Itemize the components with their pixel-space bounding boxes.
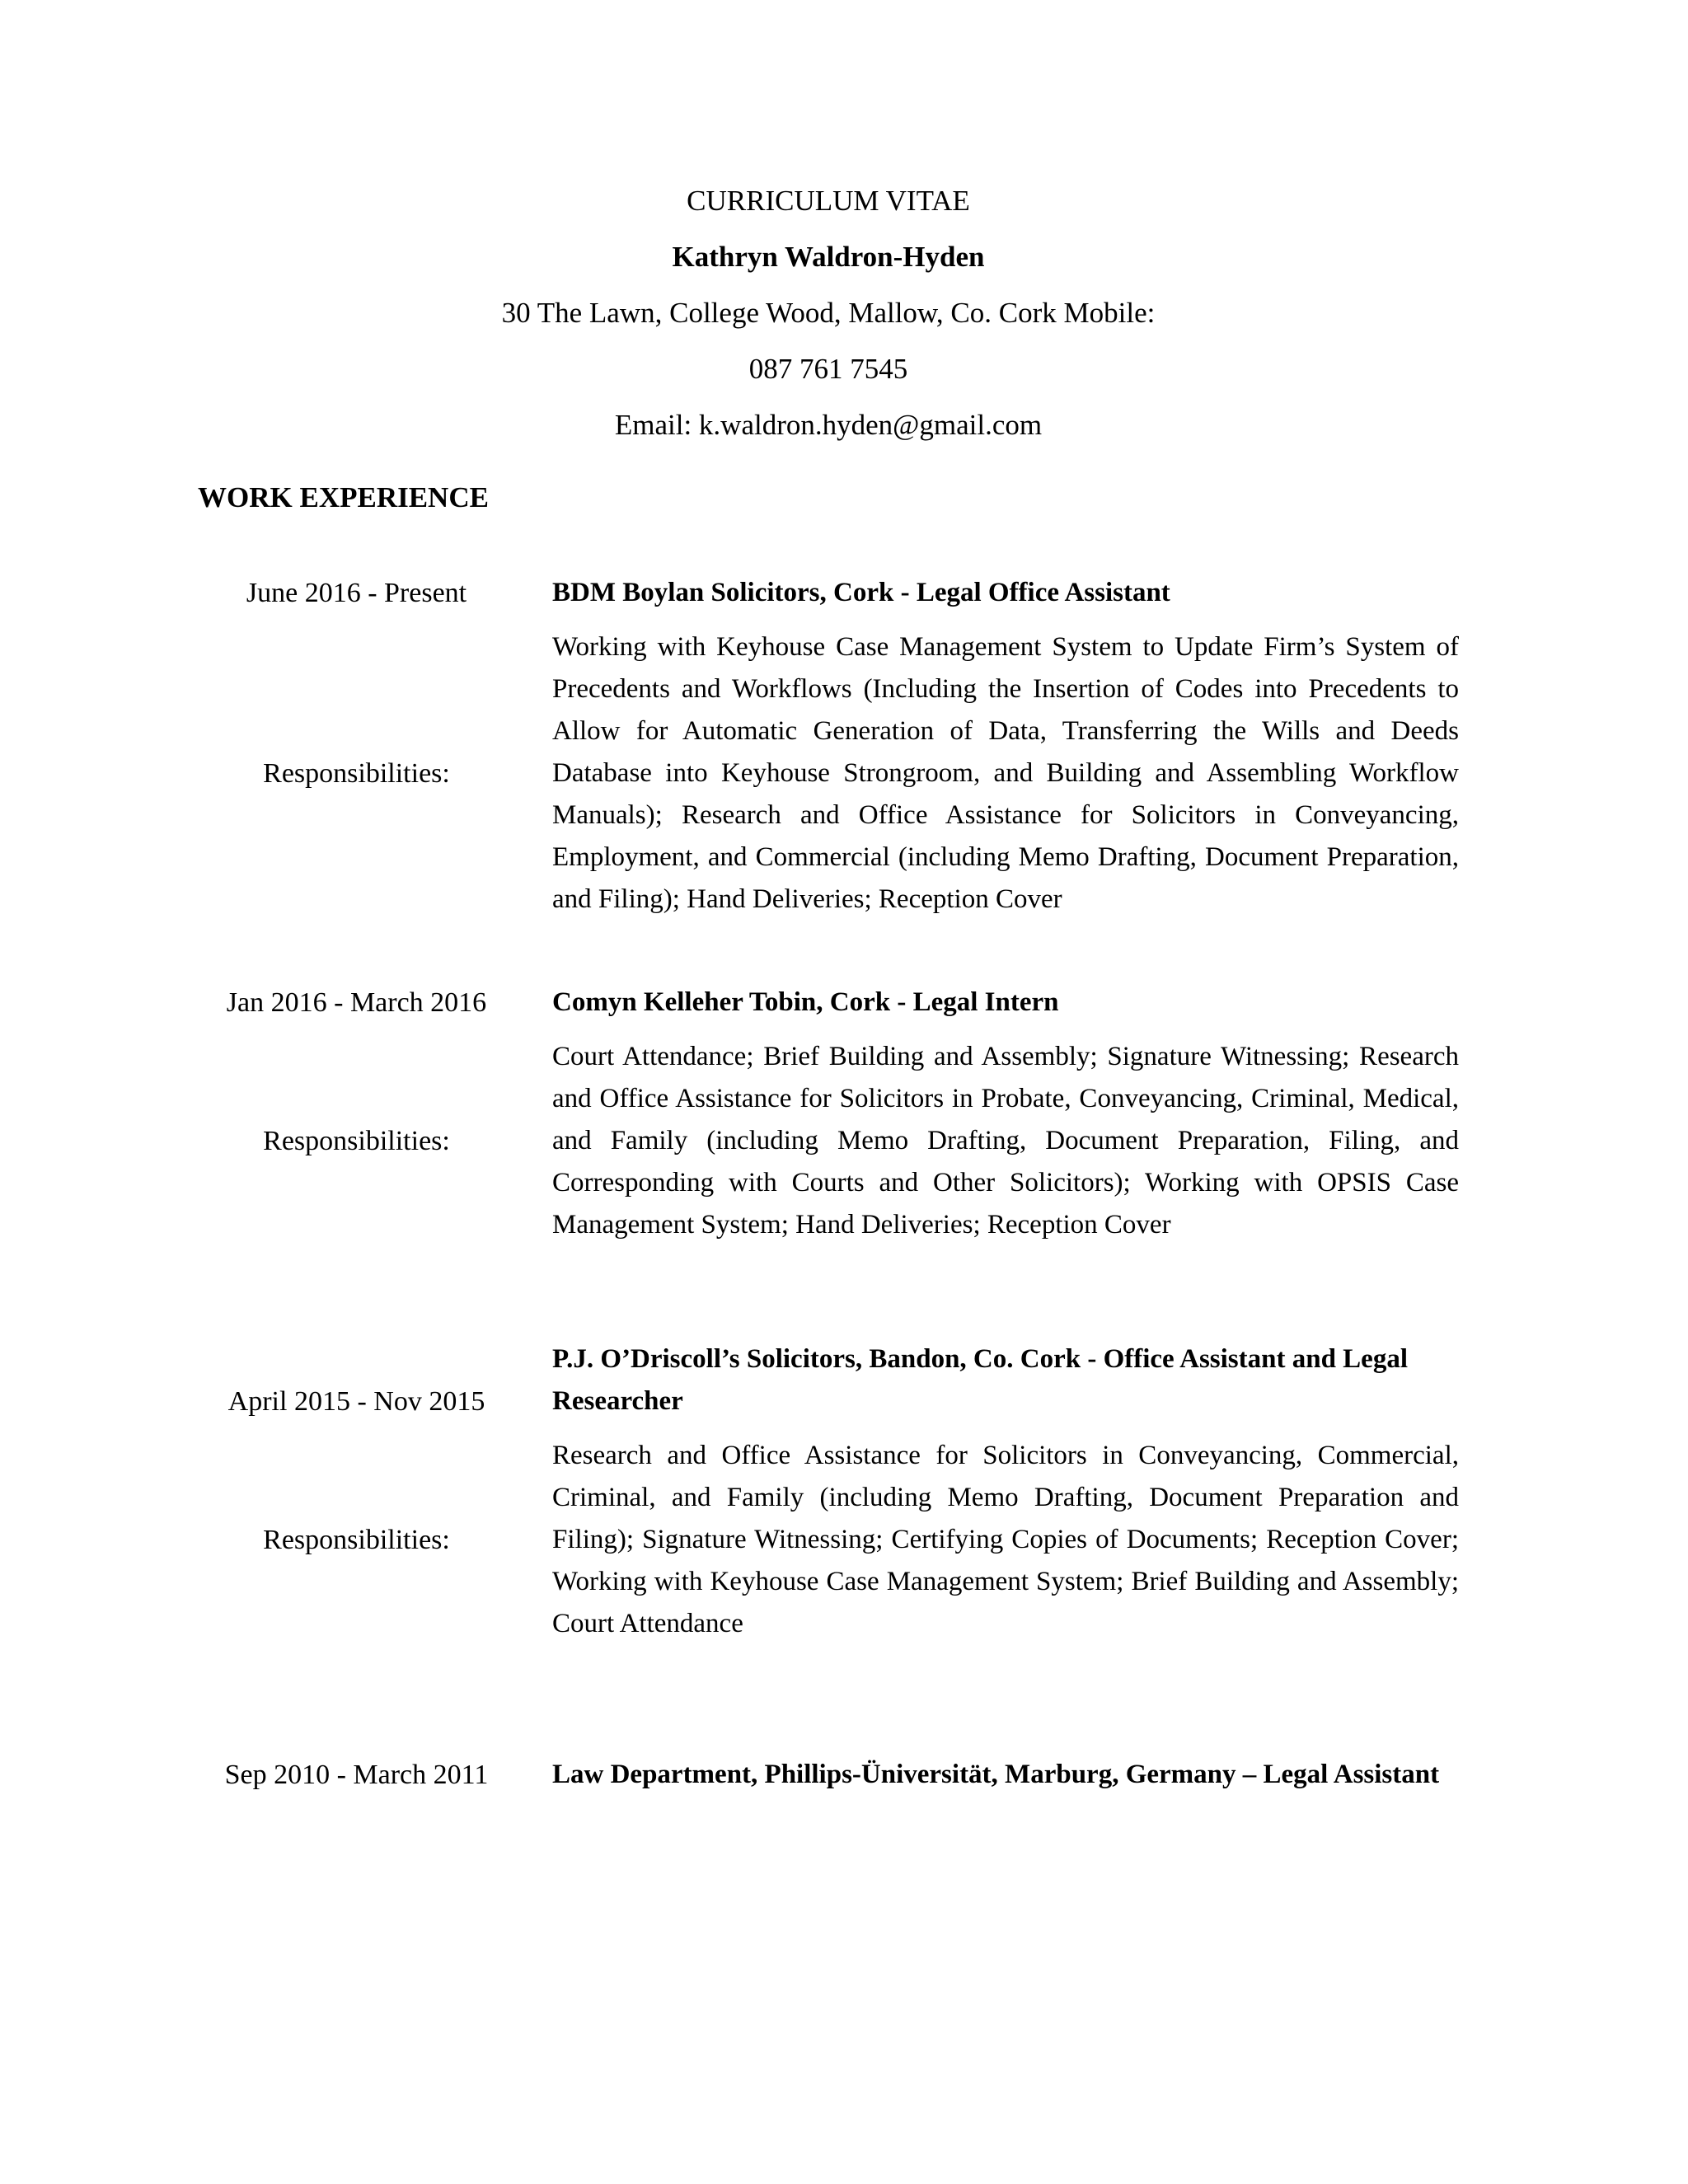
entry-title: Law Department, Phillips-Üniversität, Marburg, Germany – Legal Assistant	[552, 1760, 1440, 1789]
entry-header	[198, 1754, 1459, 1796]
job-entry-bdm-boylan	[198, 572, 1459, 921]
entry-title: Comyn Kelleher Tobin, Cork - Legal Intern	[552, 987, 1059, 1017]
entry-header	[198, 1338, 1459, 1422]
entry-description: Research and Office Assistance for Solicitors in Conveyancing, Commercial, Criminal, and Family (including Memo Drafting, Document Preparation and Filing); Signature Witnessing; Certifying Copies of Documents; Reception Cover; Working with Keyhouse Case Management System; Brief Building and Assembly; Court Attendance	[552, 1441, 1459, 1638]
entry-body	[198, 1435, 1459, 1645]
entry-body	[198, 1036, 1459, 1246]
cv-title: CURRICULUM VITAE	[687, 185, 970, 217]
entry-title: BDM Boylan Solicitors, Cork - Legal Office Assistant	[552, 578, 1170, 607]
cv-phone: 087 761 7545	[748, 353, 908, 385]
entry-description: Court Attendance; Brief Building and Assembly; Signature Witnessing; Research and Office Assistance for Solicitors in Probate, Conveyancing, Criminal, Medical, and Family (including Memo Drafting, Document Preparation, Filing, and Corresponding with Courts and Other Solicitors); Working with OPSIS Case Management System; Hand Deliveries; Reception Cover	[552, 1042, 1459, 1240]
entry-dates: April 2015 - Nov 2015	[227, 1386, 485, 1417]
entry-body	[198, 626, 1459, 921]
entry-header	[198, 572, 1459, 614]
job-entry-comyn-kelleher-tobin	[198, 982, 1459, 1246]
entry-header	[198, 982, 1459, 1024]
entry-title: P.J. O’Driscoll’s Solicitors, Bandon, Co. Cork - Office Assistant and Legal Researcher	[552, 1344, 1409, 1416]
entry-dates: June 2016 - Present	[246, 578, 467, 608]
cv-header	[198, 173, 1459, 453]
entry-dates: Sep 2010 - March 2011	[224, 1760, 489, 1790]
section-heading-work-experience: WORK EXPERIENCE	[198, 481, 489, 513]
cv-email: Email: k.waldron.hyden@gmail.com	[614, 409, 1043, 441]
responsibilities-label: Responsibilities:	[263, 1525, 450, 1555]
responsibilities-label: Responsibilities:	[263, 1126, 450, 1156]
entry-dates: Jan 2016 - March 2016	[226, 987, 487, 1018]
cv-address: 30 The Lawn, College Wood, Mallow, Co. Cork Mobile:	[501, 297, 1156, 329]
entry-description: Working with Keyhouse Case Management System to Update Firm’s System of Precedents and Workflows (Including the Insertion of Codes into Precedents to Allow for Automatic Generation of Data, Transferring the Wills and Deeds Database into Keyhouse Strongroom, and Building and Assembling Workflow Manuals); Research and Office Assistance for Solicitors in Conveyancing, Employment, and Commercial (including Memo Drafting, Document Preparation, and Filing); Hand Deliveries; Reception Cover	[552, 632, 1459, 914]
job-entry-law-department-marburg	[198, 1754, 1459, 1796]
job-entry-pj-odriscolls	[198, 1338, 1459, 1645]
cv-name: Kathryn Waldron-Hyden	[672, 241, 985, 273]
responsibilities-label: Responsibilities:	[263, 758, 450, 789]
